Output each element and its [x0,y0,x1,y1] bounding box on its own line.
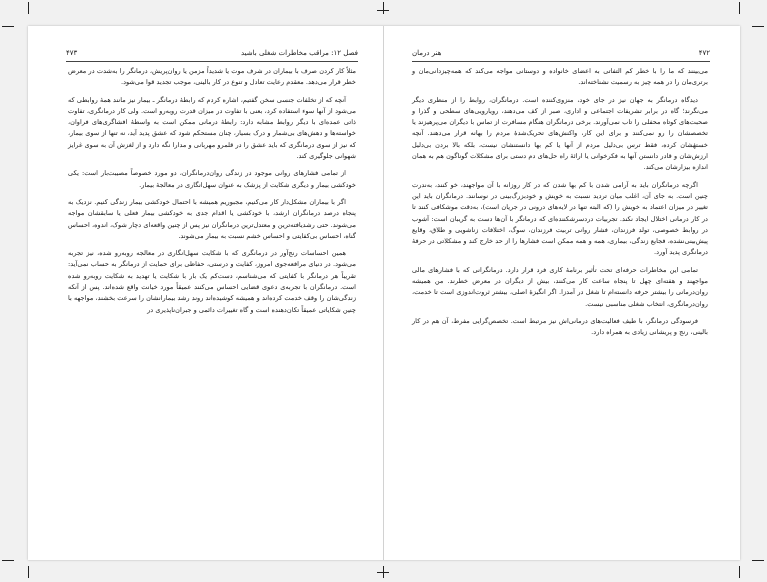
paragraph: می‌بینند که ما را با خطر کم التفاتی به اعضای خانواده و دوستانی مواجه می‌کند که همه‌چیز‌دانی‌مان و برتری‌مان را در همه چیز به رسمیت نشناخته‌اند. [412,67,708,87]
left-header-rule [66,61,358,62]
left-page-number: ۴۷۳ [66,49,78,57]
paragraph: اگر با بیماران مشکل‌دار کار می‌کنیم، مجبوریم همیشه با احتمال خودکشی بیمار زندگی کنیم. نزدیک به پنجاه درصد درمانگران ارشد، با خودکشی یا اقدام جدی به خودکشی بیمار فعلی یا سابقشان مواجه می‌شوند. حتی رشدیافته‌ترین و معتدل‌ترین درمانگران نیز پس از چنین واقعه‌ای دچار شوک، اندوه، احساس گناه، احساس بی‌کفایتی و احساس خشم نسبت به بیمار می‌شوند. [68,197,356,240]
paragraph: آنچه که از تخلفات جنسی سخن گفتیم، اشاره کردم که رابطهٔ درمانگر ـ بیمار نیز مانند همهٔ روابطی که می‌شود از آنها سوء استفاده کرد، بعنی با تفاوت در میزان قدرت روبه‌رو است. ولی کار درمانگری، تفاوت ذاتی عمده‌ای با دیگر روابط مشابه دارد: رابطهٔ درمانی ممکن است به واسطهٔ افشاگری‌های فراوان، خواسته‌ها و دهش‌های بی‌شمار و درک بسیار، چنان مستحکم شود که عشق پدید آید، نه تنها از سوی بیمار، که نیز از سوی درمانگری که باید عشق را در قلمرو مهربانی و مدارا نگه دارد و از لغزش آن به سوی غرایز شهوانی جلوگیری کند. [68,95,356,161]
paragraph: اگرچه درمانگران باید به آرامی شدن با کم بها شدن که در کار روزانه با آن مواجهند، خو کنند، به‌ندرت چنین است. به جای آن، اغلب میان تردید نسبت به خویش و خودبزرگ‌بینی در نوسانند. درمانگران باید این تغییر در میزان اعتماد به خویش را (که البته تنها در لایه‌های درونی در جریان است)، به‌دقت موشکافی کنند تا در کار درمانی اختلال ایجاد نکند. تجربیات دردسرشکننده‌ای که درمانگر با آن‌ها دست به گریبان است: آشوب در روابط خصوصی، تولد فرزندان، فشار روانی تربیت فرزندان، سوگ، اختلافات زناشویی و طلاق، وقایع پیش‌بینی‌نشده، فجایع زندگی، بیماری، همه و همه ممکن است فشارها را از حد خارج کند و مشکلاتی در حرفهٔ درمانگری پدید آورد. [412,180,708,257]
left-header-title: فصل ۱۲: مراقب مخاطرات شغلی باشید [240,49,358,57]
crop-mark [383,2,384,14]
right-page [384,26,740,560]
paragraph: از تمامی فشارهای روانی موجود در زندگی روان‌درمانگران، دو مورد خصوصاً مصیبت‌بار است: یکی خودکشی بیمار و دیگری شکایت از پزشک به عنوان سهل‌انگاری در معالجهٔ بیمار. [68,169,356,189]
left-page [28,26,384,560]
left-page-header [66,47,358,59]
left-page-body [68,66,356,322]
paragraph: فرسودگی درمانگر، با طیف فعالیت‌های درمانی‌اش نیز مرتبط است. تخصص‌گرایی مفرط، آن هم در کار بالینی، رنج و پریشانی زیادی به همراه دارد. [412,316,708,337]
crop-mark [2,560,14,561]
right-header-rule [412,61,710,62]
book-spread [28,26,740,560]
right-page-number: ۴۷۲ [698,49,710,57]
crop-mark [28,2,29,14]
crop-mark [377,572,389,573]
right-header-title: هنر درمان [412,49,442,57]
crop-mark [2,26,14,27]
paragraph: مثلاً کار کردن صرف با بیماران در شرف موت یا شدیداً مزمن یا روان‌پریش، درمانگر را به‌شدت در معرض خطر قرار می‌دهد. معقدم رعایت تعادل و تنوع در کار بالینی، موجب تجدید قوا می‌شود. [68,67,356,87]
right-page-body [412,66,708,345]
crop-mark [739,2,740,14]
right-page-header [412,47,710,59]
paragraph: همین احساسات رنج‌آور در درمانگری که با شکایت سهل‌انگاری در معالجه روبه‌رو شده، نیز تجربه می‌شود. در دنیای مرافعه‌جوی امروز، کفایت و درستی، حفاظی برای حمایت از درمانگر به حساب نمی‌آید: تقریباً هر درمانگر با کفایتی که می‌شناسم، دست‌کم یک بار با شکایت یا تهدید به شکایت روبه‌رو شده است. درمانگران با تجربه‌ی دعوی قضایی احساس می‌کنند عمیقاً مورد خیانت واقع شده‌اند. پس از آنکه زندگی‌شان را وقف خدمت کرده‌اند و همیشه کوشیده‌اند روند رشد بیمارانشان را سرعت بخشند، مواجهه با چنین شکایاتی عمیقاً تکان‌دهنده است و گاه تغییرات دائمی و جبران‌ناپذیری در [68,249,356,314]
crop-mark [377,10,389,11]
crop-mark [28,566,29,578]
paragraph: دیدگاه درمانگر به جهان نیز در جای خود، منزوی‌کننده است. درمانگران، روابط را از منظری دیگر می‌نگرند؛ گاه در برابر تشریفات اجتماعی و اداری، صبر از کف می‌دهند، رویارویی‌های سطحی و گذرا و صحبت‌های کوتاه محفلی را تاب نمی‌آورند. برخی درمانگران هنگام مسافرت از تماس با دیگران می‌پرهیزند یا تخصصشان را رو نمی‌کنند و برای این کار، واکنش‌های تحریک‌شدهٔ مردم را بهانه قرار می‌دهند. آنچه خستهٔشان کرده، فقط ترس بی‌دلیل مردم از آنها یا کم بها دانستنشان نیست، بلکه بالا بردن بی‌دلیل ارزش‌شان و قادر دانستن آنها به فکرخوانی یا ارائهٔ راه حل‌های دم دستی برای مشکلات گوناگون هم به همان اندازه بیزارشان می‌کند. [412,95,708,172]
paragraph: تمامی این مخاطرات حرفه‌ای تحت تأثیر برنامهٔ کاری فرد قرار دارد. درمانگرانی که با فشارهای مالی مواجهند و هفته‌ای چهل تا پنجاه ساعت کار می‌کنند، بیش از دیگران در معرض خطرند. من همیشه روان‌درمانی را بیشتر حرفه دانسته‌ام تا شغل در آمدزا. اگر انگیزهٔ اصلی، بیشتر ثروت‌اندوزی است تا خدمت، روان‌درمانگری، انتخاب شغلی مناسبی نیست. [412,265,708,308]
crop-mark [752,26,764,27]
crop-mark [752,560,764,561]
crop-mark [739,566,740,578]
